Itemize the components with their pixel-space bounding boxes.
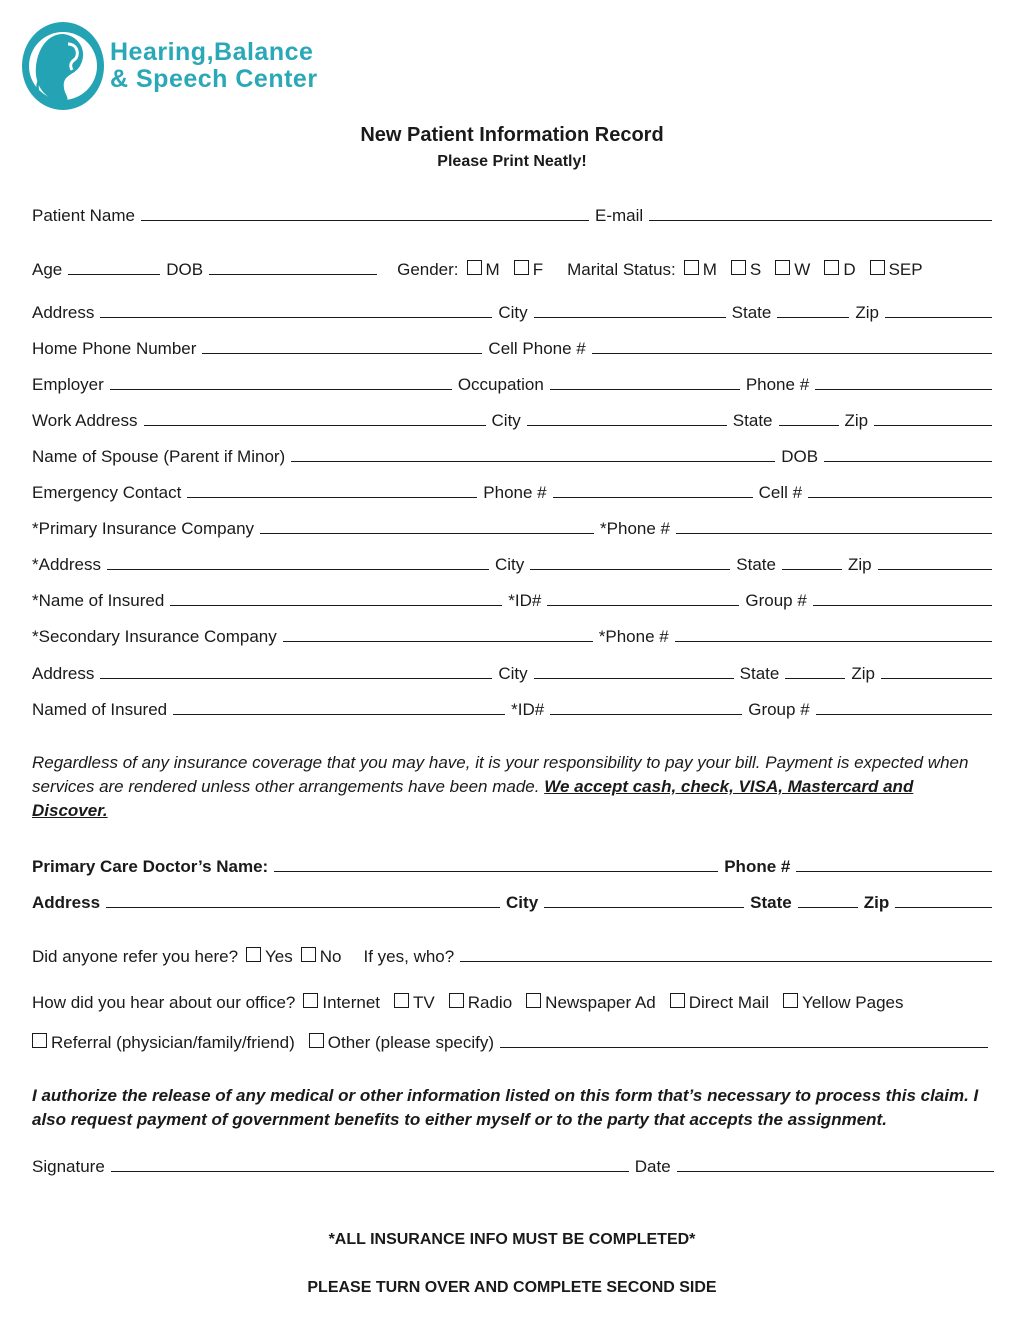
label-signature: Signature	[32, 1157, 105, 1176]
gender-f-checkbox[interactable]	[514, 260, 529, 275]
dob-field[interactable]	[209, 260, 377, 275]
secondary-insurance-field[interactable]	[283, 627, 593, 642]
label-spouse: Name of Spouse (Parent if Minor)	[32, 447, 286, 466]
referral-label: Referral (physician/family/friend)	[51, 1033, 295, 1052]
zip-field[interactable]	[885, 303, 992, 318]
newspaper-label: Newspaper Ad	[545, 993, 656, 1012]
ear-head-icon	[22, 22, 104, 110]
work-address-field[interactable]	[144, 411, 486, 426]
marital-s-label: S	[749, 260, 762, 279]
patient-name-field[interactable]	[141, 206, 589, 221]
label-if-yes: If yes, who?	[363, 947, 455, 966]
label-name-of-insured: *Name of Insured	[32, 591, 165, 610]
label-pcp-name: Primary Care Doctor’s Name:	[32, 857, 269, 876]
refer-yes-checkbox[interactable]	[246, 947, 261, 962]
secondary-ins-state-field[interactable]	[785, 664, 845, 679]
label-state: State	[731, 303, 772, 322]
pcp-city-field[interactable]	[544, 893, 744, 908]
gender-f-label: F	[532, 260, 544, 279]
label-pcp-address: Address	[32, 893, 101, 912]
payment-paragraph	[32, 751, 992, 823]
radio-label: Radio	[467, 993, 513, 1012]
label-employer-phone: Phone #	[745, 375, 810, 394]
label-occupation: Occupation	[457, 375, 544, 394]
payment-text: Regardless of any insurance coverage that you may have, it is your responsibility to pay your bill. Payment is expected when services are rendered unless other arrangements have been made.	[32, 753, 969, 796]
label-secondary-group: Group #	[748, 700, 810, 719]
label-primary-ins-state: State	[736, 555, 776, 574]
label-work-state: State	[732, 411, 773, 430]
label-named-of-insured: Named of Insured	[32, 700, 168, 719]
spouse-dob-field[interactable]	[824, 447, 992, 462]
label-pcp-zip: Zip	[863, 893, 890, 912]
marital-sep-label: SEP	[888, 260, 923, 279]
referrer-field[interactable]	[460, 947, 992, 962]
primary-id-field[interactable]	[547, 591, 739, 606]
refer-no-label: No	[319, 947, 342, 966]
page-title: New Patient Information Record	[360, 124, 664, 146]
emergency-cell-field[interactable]	[808, 483, 992, 498]
age-field[interactable]	[68, 260, 160, 275]
label-hear-about: How did you hear about our office?	[32, 993, 296, 1012]
employer-field[interactable]	[110, 375, 452, 390]
label-secondary-ins-phone: *Phone #	[598, 627, 669, 646]
logo-line-2: & Speech Center	[110, 65, 318, 93]
payment-accept-text: We accept cash, check, VISA, Mastercard and Discover.	[32, 777, 914, 820]
label-primary-ins-city: City	[494, 555, 525, 574]
pcp-state-field[interactable]	[798, 893, 858, 908]
city-field[interactable]	[534, 303, 726, 318]
label-home-phone: Home Phone Number	[32, 339, 197, 358]
secondary-id-field[interactable]	[550, 700, 742, 715]
label-primary-ins-phone: *Phone #	[600, 519, 670, 538]
primary-ins-address-field[interactable]	[107, 555, 489, 570]
named-of-insured-field[interactable]	[173, 700, 505, 715]
logo-line-1: Hearing,Balance	[110, 38, 314, 66]
tv-label: TV	[413, 993, 435, 1012]
authorization-text: I authorize the release of any medical or other information listed on this form that’s necessary to process this claim. I also request payment of government benefits to either myself or to the party that accepts the assignment.	[32, 1086, 979, 1129]
secondary-ins-zip-field[interactable]	[881, 664, 992, 679]
emergency-phone-field[interactable]	[553, 483, 753, 498]
refer-yes-label: Yes	[265, 947, 293, 966]
label-work-city: City	[491, 411, 521, 430]
label-primary-id: *ID#	[508, 591, 542, 610]
work-city-field[interactable]	[527, 411, 727, 426]
label-work-zip: Zip	[844, 411, 869, 430]
label-refer: Did anyone refer you here?	[32, 947, 239, 966]
gender-m-checkbox[interactable]	[467, 260, 482, 275]
label-gender: Gender:	[397, 260, 459, 279]
label-city: City	[498, 303, 528, 322]
marital-m-label: M	[702, 260, 717, 279]
label-dob: DOB	[166, 260, 204, 279]
label-cell-phone: Cell Phone #	[488, 339, 586, 358]
refer-no-checkbox[interactable]	[301, 947, 316, 962]
occupation-field[interactable]	[550, 375, 740, 390]
pcp-zip-field[interactable]	[895, 893, 992, 908]
label-address: Address	[32, 303, 95, 322]
label-employer: Employer	[32, 375, 104, 394]
primary-ins-state-field[interactable]	[782, 555, 842, 570]
marital-w-label: W	[794, 260, 811, 279]
home-phone-field[interactable]	[202, 339, 482, 354]
label-zip: Zip	[855, 303, 879, 322]
label-primary-insurance: *Primary Insurance Company	[32, 519, 255, 538]
label-age: Age	[32, 260, 63, 279]
primary-ins-phone-field[interactable]	[676, 519, 992, 534]
pcp-phone-field[interactable]	[796, 857, 992, 872]
label-patient-name: Patient Name	[32, 206, 135, 225]
referral-checkbox[interactable]	[32, 1033, 47, 1048]
label-emergency-cell: Cell #	[758, 483, 803, 502]
marital-d-label: D	[843, 260, 856, 279]
label-primary-group: Group #	[745, 591, 807, 610]
label-pcp-phone: Phone #	[724, 857, 791, 876]
label-email: E-mail	[595, 206, 644, 225]
yellow-pages-label: Yellow Pages	[802, 993, 904, 1012]
radio-checkbox[interactable]	[449, 993, 464, 1008]
direct-mail-label: Direct Mail	[688, 993, 770, 1012]
label-date: Date	[634, 1157, 671, 1176]
label-spouse-dob: DOB	[781, 447, 819, 466]
direct-mail-checkbox[interactable]	[670, 993, 685, 1008]
marital-d-checkbox[interactable]	[824, 260, 839, 275]
label-secondary-ins-state: State	[739, 664, 780, 683]
yellow-pages-checkbox[interactable]	[783, 993, 798, 1008]
label-primary-ins-address: *Address	[32, 555, 101, 574]
gender-m-label: M	[485, 260, 500, 279]
name-of-insured-field[interactable]	[170, 591, 502, 606]
email-field[interactable]	[649, 206, 992, 221]
label-secondary-id: *ID#	[511, 700, 545, 719]
primary-ins-city-field[interactable]	[530, 555, 730, 570]
label-emergency-contact: Emergency Contact	[32, 483, 182, 502]
primary-group-field[interactable]	[813, 591, 992, 606]
label-work-address: Work Address	[32, 411, 138, 430]
cell-phone-field[interactable]	[592, 339, 992, 354]
other-specify-field[interactable]	[500, 1033, 988, 1048]
secondary-group-field[interactable]	[816, 700, 992, 715]
label-primary-ins-zip: Zip	[847, 555, 872, 574]
label-pcp-state: State	[750, 893, 792, 912]
insurance-notice: *ALL INSURANCE INFO MUST BE COMPLETED*	[328, 1231, 696, 1248]
other-label: Other (please specify)	[327, 1033, 495, 1052]
label-secondary-ins-address: Address	[32, 664, 95, 683]
tv-checkbox[interactable]	[394, 993, 409, 1008]
label-secondary-insurance: *Secondary Insurance Company	[32, 627, 277, 646]
other-checkbox[interactable]	[309, 1033, 324, 1048]
label-secondary-ins-zip: Zip	[851, 664, 875, 683]
primary-ins-zip-field[interactable]	[878, 555, 992, 570]
address-field[interactable]	[100, 303, 492, 318]
secondary-ins-address-field[interactable]	[100, 664, 492, 679]
logo	[22, 22, 318, 110]
internet-checkbox[interactable]	[303, 993, 318, 1008]
secondary-ins-phone-field[interactable]	[675, 627, 992, 642]
primary-insurance-field[interactable]	[260, 519, 594, 534]
emergency-contact-field[interactable]	[187, 483, 477, 498]
secondary-ins-city-field[interactable]	[534, 664, 734, 679]
marital-sep-checkbox[interactable]	[870, 260, 885, 275]
internet-label: Internet	[322, 993, 381, 1012]
marital-m-checkbox[interactable]	[684, 260, 699, 275]
signature-field[interactable]	[111, 1157, 629, 1172]
state-field[interactable]	[777, 303, 849, 318]
work-state-field[interactable]	[779, 411, 839, 426]
employer-phone-field[interactable]	[815, 375, 992, 390]
newspaper-checkbox[interactable]	[526, 993, 541, 1008]
label-emergency-phone: Phone #	[483, 483, 547, 502]
turn-over-notice: PLEASE TURN OVER AND COMPLETE SECOND SIDE	[307, 1279, 717, 1296]
date-field[interactable]	[677, 1157, 994, 1172]
pcp-name-field[interactable]	[274, 857, 718, 872]
page-subtitle: Please Print Neatly!	[437, 153, 587, 170]
marital-s-checkbox[interactable]	[731, 260, 746, 275]
work-zip-field[interactable]	[874, 411, 992, 426]
label-pcp-city: City	[506, 893, 539, 912]
marital-w-checkbox[interactable]	[775, 260, 790, 275]
label-marital-status: Marital Status:	[567, 260, 676, 279]
spouse-field[interactable]	[291, 447, 775, 462]
pcp-address-field[interactable]	[106, 893, 500, 908]
label-secondary-ins-city: City	[498, 664, 528, 683]
